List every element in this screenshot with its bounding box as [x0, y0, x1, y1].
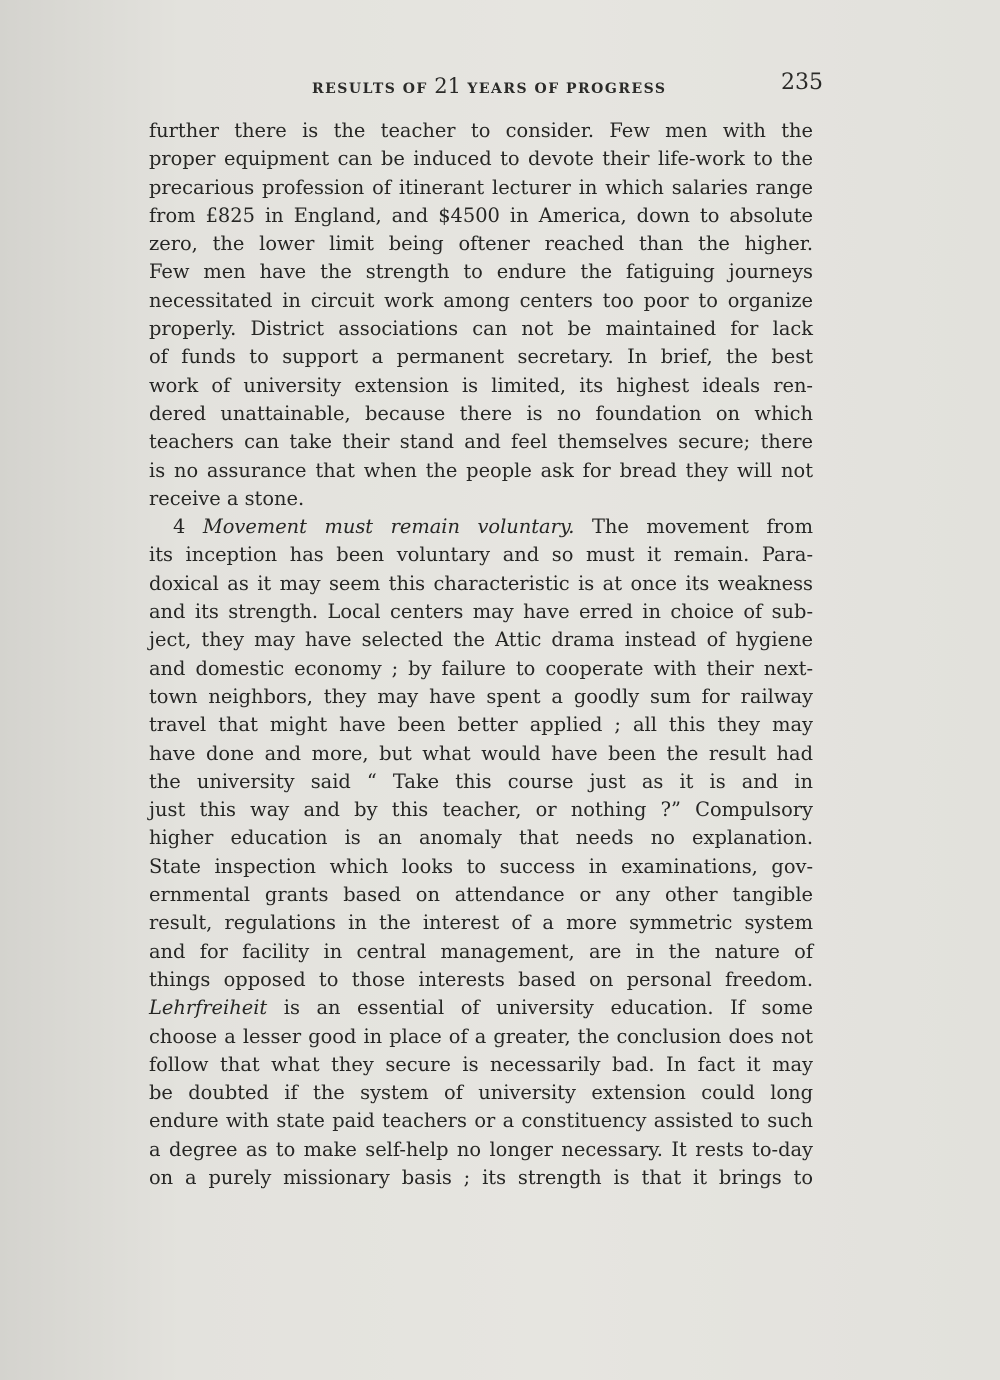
section-number: 4	[173, 515, 203, 539]
section-heading-rest: The movement from	[574, 515, 813, 539]
lehrfreiheit-word: Lehrfreiheit	[149, 996, 268, 1020]
text-line: things opposed to those interests based on personal freedom.	[149, 967, 813, 991]
text-line: travel that might have been better applied ; all this they may	[149, 713, 813, 737]
text-line: precarious profession of itinerant lecturer in which salaries range	[149, 175, 813, 199]
text-line: town neighbors, they may have spent a goodly sum for railway	[149, 684, 813, 708]
text-line: and domestic economy ; by failure to cooperate with their next-	[149, 656, 813, 680]
text-line: properly. District associations can not be maintained for lack	[149, 317, 813, 341]
body-text	[149, 117, 813, 1192]
text-line: be doubted if the system of university extension could long	[149, 1081, 813, 1105]
text-line: and its strength. Local centers may have erred in choice of sub-	[149, 600, 813, 624]
running-head-right: YEARS OF PROGRESS	[460, 81, 667, 97]
text-line: its inception has been voluntary and so must it remain. Para-	[149, 543, 813, 567]
section-heading-line	[149, 513, 813, 541]
text-line: doxical as it may seem this characteristic is at once its weakness	[149, 571, 813, 595]
text-line: further there is the teacher to consider. Few men with the	[149, 119, 813, 142]
text-line: zero, the lower limit being oftener reached than the higher.	[149, 232, 813, 256]
page-header	[0, 70, 1000, 100]
section-heading: Movement must remain voluntary.	[202, 515, 575, 539]
text-line: necessitated in circuit work among centers too poor to organize	[149, 288, 813, 312]
lehrfreiheit-line	[149, 994, 813, 1022]
running-head	[312, 74, 667, 98]
running-head-number: 21	[434, 74, 461, 98]
lehrfreiheit-rest: is an essential of university education. If some	[267, 996, 813, 1020]
page-number: 235	[781, 70, 823, 95]
text-line: higher education is an anomaly that needs no explanation.	[149, 826, 813, 850]
text-line: choose a lesser good in place of a greater, the conclusion does not	[149, 1024, 813, 1048]
text-line: result, regulations in the interest of a more symmetric system	[149, 911, 813, 935]
text-line: follow that what they secure is necessarily bad. In fact it may	[149, 1052, 813, 1076]
text-line: Few men have the strength to endure the fatiguing journeys	[149, 260, 813, 284]
text-line: a degree as to make self-help no longer necessary. It rests to-day	[149, 1137, 813, 1161]
text-line: ernmental grants based on attendance or any other tangible	[149, 883, 813, 907]
text-line: have done and more, but what would have been the result had	[149, 741, 813, 765]
text-line: is no assurance that when the people ask for bread they will not	[149, 458, 813, 482]
text-line: of funds to support a permanent secretary. In brief, the best	[149, 345, 813, 369]
text-line: from £825 in England, and $4500 in America, down to absolute	[149, 203, 813, 227]
text-line: on a purely missionary basis ; its strength is that it brings to	[149, 1165, 813, 1189]
text-line: proper equipment can be induced to devote their life-work to the	[149, 147, 813, 171]
text-line: and for facility in central management, are in the nature of	[149, 939, 813, 963]
text-line: the university said “ Take this course just as it is and in	[149, 769, 813, 793]
text-line: dered unattainable, because there is no foundation on which	[149, 401, 813, 425]
running-head-left: RESULTS OF	[312, 81, 435, 97]
text-line: endure with state paid teachers or a constituency assisted to such	[149, 1109, 813, 1133]
text-line: receive a stone.	[149, 486, 305, 510]
text-line: work of university extension is limited, its highest ideals ren-	[149, 373, 813, 397]
text-line: teachers can take their stand and feel themselves secure; there	[149, 430, 813, 454]
text-line: State inspection which looks to success in examinations, gov-	[149, 854, 813, 878]
text-line: ject, they may have selected the Attic drama instead of hygiene	[149, 628, 813, 652]
text-line: just this way and by this teacher, or nothing ?” Compulsory	[149, 798, 813, 822]
